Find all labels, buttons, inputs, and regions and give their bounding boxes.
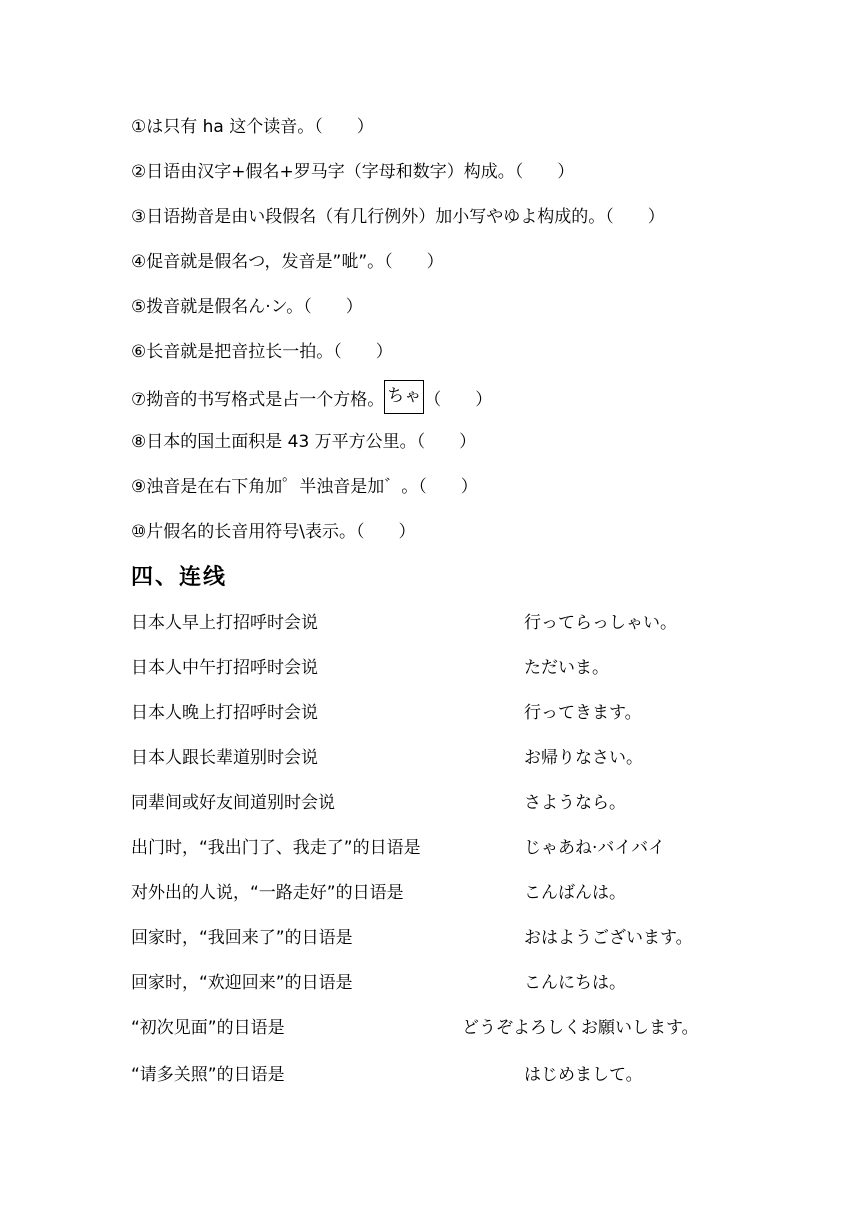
matching-left-item: 日本人中午打招呼时会说 xyxy=(131,658,318,678)
question-3: ③日语拗音是由い段假名（有几行例外）加小写やゆよ构成的。（ ） xyxy=(131,207,665,227)
matching-left-item: 日本人早上打招呼时会说 xyxy=(131,613,318,633)
matching-left-item: 日本人跟长辈道别时会说 xyxy=(131,748,318,768)
section-heading-matching: 四、连线 xyxy=(131,565,228,590)
question-5: ⑤拨音就是假名ん·ン。（ ） xyxy=(131,297,363,317)
matching-left-item: 同辈间或好友间道别时会说 xyxy=(131,793,335,813)
matching-right-item: こんばんは。 xyxy=(524,883,626,903)
question-2: ②日语由汉字+假名+罗马字（字母和数字）构成。（ ） xyxy=(131,162,575,182)
question-10: ⑩片假名的长音用符号\表示。（ ） xyxy=(131,522,416,542)
matching-left-item: 日本人晚上打招呼时会说 xyxy=(131,703,318,723)
boxed-example-chaya: ちゃ xyxy=(384,380,424,414)
question-1: ①は只有 ha 这个读音。（ ） xyxy=(131,117,374,137)
matching-right-item: 行ってらっしゃい。 xyxy=(524,613,677,633)
question-7 xyxy=(131,386,492,414)
question-4: ④促音就是假名つ，发音是”呲”。（ ） xyxy=(131,252,444,272)
matching-right-item: さようなら。 xyxy=(524,793,626,813)
matching-right-item: 行ってきます。 xyxy=(524,703,642,723)
matching-right-item: じゃあね·バイバイ xyxy=(524,838,666,858)
matching-left-item: “初次见面”的日语是 xyxy=(131,1018,285,1038)
matching-left-item: 回家时，“欢迎回来”的日语是 xyxy=(131,973,353,993)
question-8: ⑧日本的国土面积是 43 万平方公里。（ ） xyxy=(131,432,477,452)
matching-left-item: “请多关照”的日语是 xyxy=(131,1065,285,1085)
matching-left-item: 出门时，“我出门了、我走了”的日语是 xyxy=(131,838,421,858)
question-9: ⑨浊音是在右下角加゜半浊音是加゛。（ ） xyxy=(131,477,478,497)
question-7-blank: （ ） xyxy=(424,390,493,410)
matching-left-item: 对外出的人说，“一路走好”的日语是 xyxy=(131,883,404,903)
matching-left-item: 回家时，“我回来了”的日语是 xyxy=(131,928,353,948)
matching-right-item: どうぞよろしくお願いします。 xyxy=(462,1018,699,1038)
matching-right-item: おはようございます。 xyxy=(524,928,693,948)
matching-right-item: ただいま。 xyxy=(524,658,609,678)
question-7-text: ⑦拗音的书写格式是占一个方格。 xyxy=(131,390,385,410)
matching-right-item: お帰りなさい。 xyxy=(524,748,643,768)
matching-right-item: こんにちは。 xyxy=(524,973,626,993)
matching-right-item: はじめまして。 xyxy=(524,1065,643,1085)
question-6: ⑥长音就是把音拉长一拍。（ ） xyxy=(131,342,393,362)
